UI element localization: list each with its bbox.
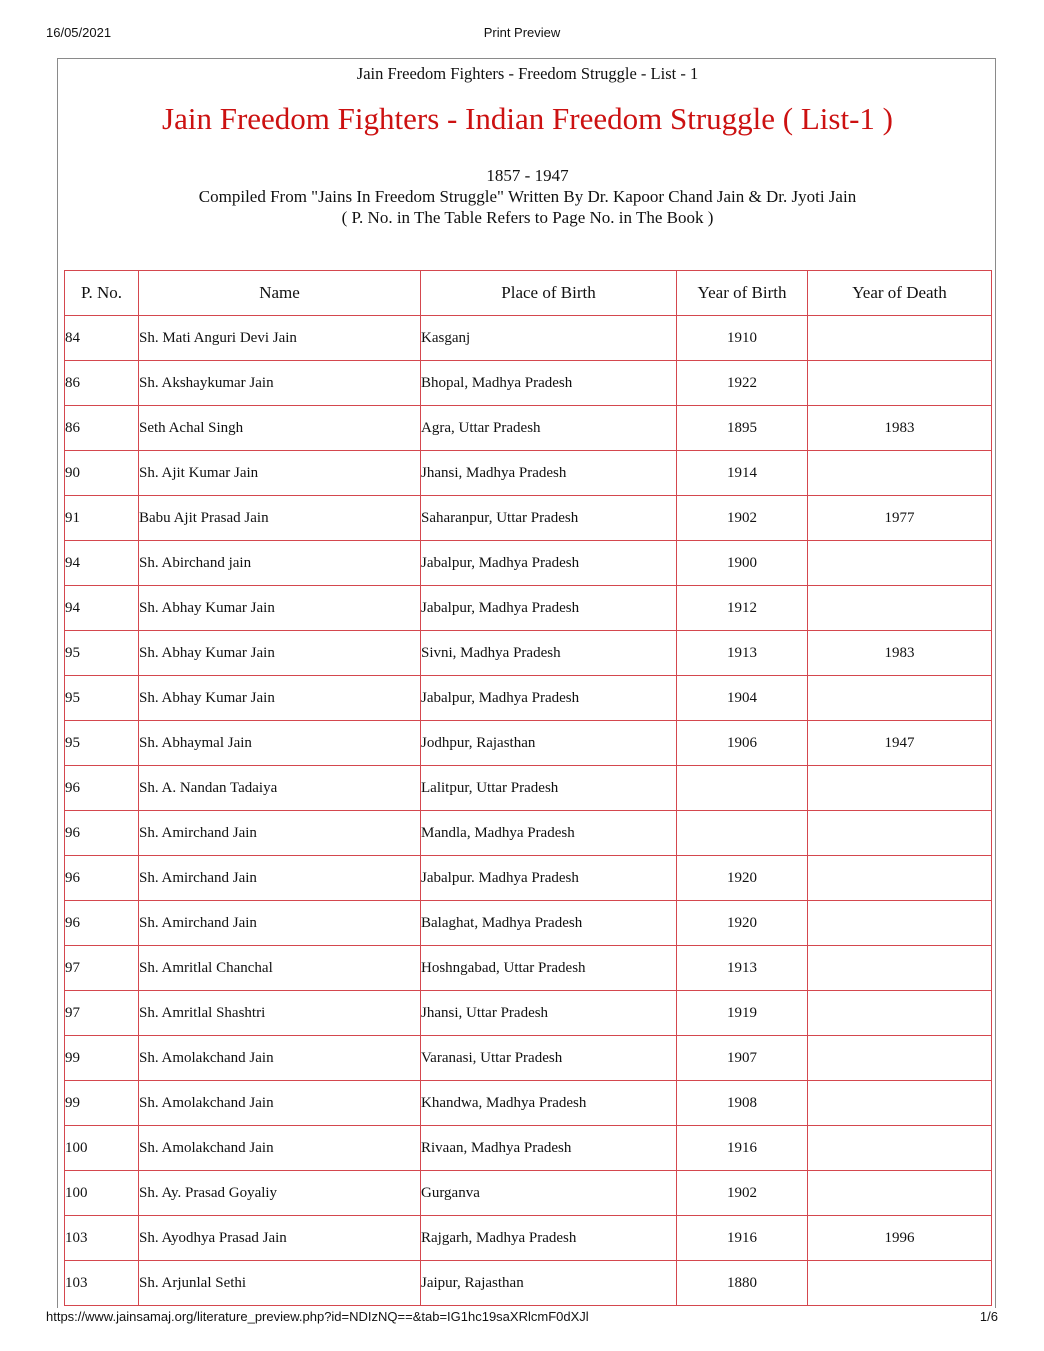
year-of-birth-cell: 1906 — [677, 721, 808, 766]
name-cell: Sh. Abhaymal Jain — [139, 721, 421, 766]
place-of-birth-cell: Hoshngabad, Uttar Pradesh — [421, 946, 677, 991]
table-row — [65, 631, 992, 676]
place-of-birth-cell: Jabalpur, Madhya Pradesh — [421, 541, 677, 586]
table-row — [65, 406, 992, 451]
year-of-death-cell — [808, 811, 992, 856]
table-row — [65, 676, 992, 721]
page-number-cell: 91 — [65, 496, 139, 541]
header-year-of-death: Year of Death — [808, 271, 992, 316]
year-of-birth-cell: 1920 — [677, 856, 808, 901]
table-row — [65, 1171, 992, 1216]
year-of-birth-cell: 1910 — [677, 316, 808, 361]
year-of-birth-cell: 1916 — [677, 1216, 808, 1261]
year-of-death-cell: 1947 — [808, 721, 992, 766]
place-of-birth-cell: Sivni, Madhya Pradesh — [421, 631, 677, 676]
year-of-birth-cell: 1914 — [677, 451, 808, 496]
place-of-birth-cell: Saharanpur, Uttar Pradesh — [421, 496, 677, 541]
name-cell: Sh. Mati Anguri Devi Jain — [139, 316, 421, 361]
print-date: 16/05/2021 — [46, 25, 112, 40]
year-of-birth-cell: 1916 — [677, 1126, 808, 1171]
name-cell: Sh. Amirchand Jain — [139, 901, 421, 946]
name-cell: Babu Ajit Prasad Jain — [139, 496, 421, 541]
place-of-birth-cell: Kasganj — [421, 316, 677, 361]
year-range: 1857 - 1947 — [486, 166, 569, 185]
year-of-death-cell — [808, 1261, 992, 1306]
year-of-birth-cell: 1920 — [677, 901, 808, 946]
name-cell: Sh. Abhay Kumar Jain — [139, 631, 421, 676]
year-of-death-cell — [808, 1036, 992, 1081]
page-number-cell: 99 — [65, 1036, 139, 1081]
print-preview-title: Print Preview — [483, 25, 561, 40]
year-of-birth-cell: 1902 — [677, 496, 808, 541]
place-of-birth-cell: Jabalpur, Madhya Pradesh — [421, 586, 677, 631]
page-number-cell: 94 — [65, 541, 139, 586]
place-of-birth-cell: Balaghat, Madhya Pradesh — [421, 901, 677, 946]
place-of-birth-cell: Jabalpur, Madhya Pradesh — [421, 676, 677, 721]
page-number-cell: 96 — [65, 811, 139, 856]
name-cell: Sh. Arjunlal Sethi — [139, 1261, 421, 1306]
table-row — [65, 766, 992, 811]
place-of-birth-cell: Jaipur, Rajasthan — [421, 1261, 677, 1306]
place-of-birth-cell: Gurganva — [421, 1171, 677, 1216]
table-row — [65, 586, 992, 631]
year-of-death-cell — [808, 676, 992, 721]
main-heading: Jain Freedom Fighters - Indian Freedom Struggle ( List-1 ) — [162, 101, 893, 136]
table-header-row — [65, 271, 992, 316]
name-cell: Sh. Amirchand Jain — [139, 811, 421, 856]
page-number-cell: 90 — [65, 451, 139, 496]
year-of-death-cell — [808, 451, 992, 496]
year-of-death-cell — [808, 856, 992, 901]
table-row — [65, 361, 992, 406]
page-number: 1/6 — [979, 1309, 998, 1324]
freedom-fighters-table — [64, 270, 992, 1306]
name-cell: Sh. Amolakchand Jain — [139, 1036, 421, 1081]
name-cell: Sh. Ay. Prasad Goyaliy — [139, 1171, 421, 1216]
page-number-cell: 96 — [65, 856, 139, 901]
year-of-birth-cell: 1912 — [677, 586, 808, 631]
year-of-death-cell — [808, 316, 992, 361]
page-number-cell: 103 — [65, 1216, 139, 1261]
page-frame — [57, 58, 996, 1308]
page-number-cell: 99 — [65, 1081, 139, 1126]
name-cell: Sh. Abhay Kumar Jain — [139, 586, 421, 631]
name-cell: Sh. Amritlal Shashtri — [139, 991, 421, 1036]
page-url: https://www.jainsamaj.org/literature_preview.php?id=NDIzNQ==&tab=IG1hc19saXRlcmF0dXJl — [46, 1309, 589, 1324]
place-of-birth-cell: Bhopal, Madhya Pradesh — [421, 361, 677, 406]
header-page-no: P. No. — [65, 271, 139, 316]
table-row — [65, 451, 992, 496]
table-row — [65, 1036, 992, 1081]
page-number-cell: 95 — [65, 631, 139, 676]
table-row — [65, 856, 992, 901]
year-of-death-cell — [808, 901, 992, 946]
page-number-cell: 95 — [65, 676, 139, 721]
page-number-cell: 100 — [65, 1126, 139, 1171]
place-of-birth-cell: Jabalpur. Madhya Pradesh — [421, 856, 677, 901]
name-cell: Sh. Amolakchand Jain — [139, 1081, 421, 1126]
header-name: Name — [139, 271, 421, 316]
year-of-death-cell — [808, 991, 992, 1036]
year-of-death-cell — [808, 1171, 992, 1216]
table-row — [65, 1126, 992, 1171]
header-year-of-birth: Year of Birth — [677, 271, 808, 316]
year-of-birth-cell: 1907 — [677, 1036, 808, 1081]
year-of-birth-cell: 1880 — [677, 1261, 808, 1306]
document-title: Jain Freedom Fighters - Freedom Struggle - List - 1 — [356, 64, 699, 83]
place-of-birth-cell: Khandwa, Madhya Pradesh — [421, 1081, 677, 1126]
year-of-birth-cell: 1922 — [677, 361, 808, 406]
page-number-cell: 94 — [65, 586, 139, 631]
place-of-birth-cell: Jodhpur, Rajasthan — [421, 721, 677, 766]
place-of-birth-cell: Rivaan, Madhya Pradesh — [421, 1126, 677, 1171]
name-cell: Sh. Amritlal Chanchal — [139, 946, 421, 991]
table-body — [65, 316, 992, 1306]
table-row — [65, 811, 992, 856]
year-of-birth-cell — [677, 766, 808, 811]
place-of-birth-cell: Jhansi, Madhya Pradesh — [421, 451, 677, 496]
year-of-birth-cell: 1919 — [677, 991, 808, 1036]
place-of-birth-cell: Rajgarh, Madhya Pradesh — [421, 1216, 677, 1261]
name-cell: Sh. Abirchand jain — [139, 541, 421, 586]
place-of-birth-cell: Mandla, Madhya Pradesh — [421, 811, 677, 856]
place-of-birth-cell: Varanasi, Uttar Pradesh — [421, 1036, 677, 1081]
page-number-cell: 86 — [65, 361, 139, 406]
place-of-birth-cell: Agra, Uttar Pradesh — [421, 406, 677, 451]
year-of-death-cell: 1977 — [808, 496, 992, 541]
year-of-birth-cell: 1900 — [677, 541, 808, 586]
name-cell: Seth Achal Singh — [139, 406, 421, 451]
year-of-birth-cell: 1908 — [677, 1081, 808, 1126]
table-row — [65, 496, 992, 541]
table-row — [65, 901, 992, 946]
table-row — [65, 541, 992, 586]
year-of-death-cell — [808, 766, 992, 811]
table-row — [65, 316, 992, 361]
year-of-death-cell: 1983 — [808, 631, 992, 676]
year-of-birth-cell: 1913 — [677, 946, 808, 991]
year-of-death-cell — [808, 1081, 992, 1126]
compiled-from: Compiled From "Jains In Freedom Struggle" Written By Dr. Kapoor Chand Jain & Dr. Jyoti Jain — [198, 187, 857, 206]
name-cell: Sh. Amirchand Jain — [139, 856, 421, 901]
page-number-cell: 103 — [65, 1261, 139, 1306]
name-cell: Sh. Abhay Kumar Jain — [139, 676, 421, 721]
year-of-death-cell — [808, 361, 992, 406]
year-of-birth-cell: 1895 — [677, 406, 808, 451]
place-of-birth-cell: Jhansi, Uttar Pradesh — [421, 991, 677, 1036]
year-of-death-cell — [808, 541, 992, 586]
page-number-cell: 96 — [65, 901, 139, 946]
page-number-cell: 97 — [65, 991, 139, 1036]
page-number-cell: 100 — [65, 1171, 139, 1216]
table-row — [65, 721, 992, 766]
header-place-of-birth: Place of Birth — [421, 271, 677, 316]
name-cell: Sh. Ajit Kumar Jain — [139, 451, 421, 496]
year-of-birth-cell — [677, 811, 808, 856]
table-note: ( P. No. in The Table Refers to Page No. in The Book ) — [341, 208, 714, 227]
table-row — [65, 1216, 992, 1261]
name-cell: Sh. Amolakchand Jain — [139, 1126, 421, 1171]
year-of-death-cell: 1996 — [808, 1216, 992, 1261]
name-cell: Sh. A. Nandan Tadaiya — [139, 766, 421, 811]
place-of-birth-cell: Lalitpur, Uttar Pradesh — [421, 766, 677, 811]
table-row — [65, 1261, 992, 1306]
name-cell: Sh. Ayodhya Prasad Jain — [139, 1216, 421, 1261]
page-number-cell: 84 — [65, 316, 139, 361]
year-of-birth-cell: 1904 — [677, 676, 808, 721]
year-of-death-cell: 1983 — [808, 406, 992, 451]
name-cell: Sh. Akshaykumar Jain — [139, 361, 421, 406]
year-of-death-cell — [808, 946, 992, 991]
page-number-cell: 97 — [65, 946, 139, 991]
page-number-cell: 95 — [65, 721, 139, 766]
page-number-cell: 96 — [65, 766, 139, 811]
year-of-birth-cell: 1913 — [677, 631, 808, 676]
page-number-cell: 86 — [65, 406, 139, 451]
table-row — [65, 991, 992, 1036]
year-of-death-cell — [808, 586, 992, 631]
table-row — [65, 1081, 992, 1126]
table-row — [65, 946, 992, 991]
year-of-death-cell — [808, 1126, 992, 1171]
year-of-birth-cell: 1902 — [677, 1171, 808, 1216]
